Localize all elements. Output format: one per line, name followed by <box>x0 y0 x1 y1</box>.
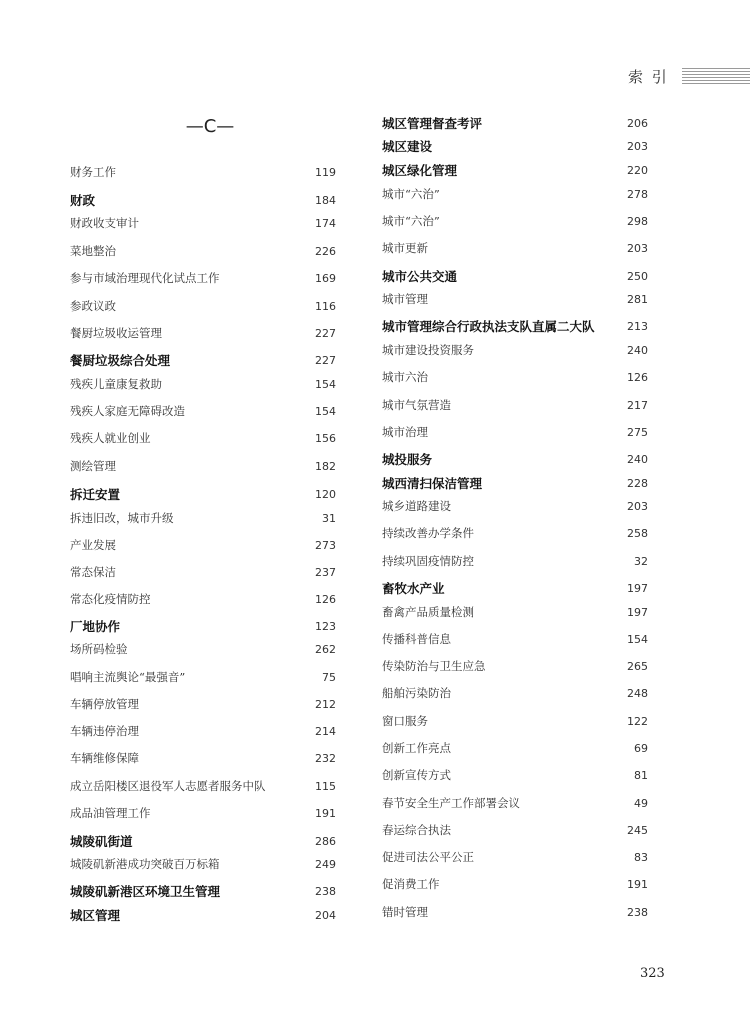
index-entry-term: 城市公共交通 <box>382 269 458 284</box>
index-entry <box>382 793 648 813</box>
index-entry <box>382 847 648 867</box>
index-entry-page: 49 <box>634 796 648 810</box>
index-entry <box>382 874 648 894</box>
index-entry <box>382 367 648 387</box>
index-entry-page: 81 <box>634 768 648 782</box>
index-entry-page: 238 <box>315 884 336 898</box>
index-entry-page: 240 <box>627 343 648 357</box>
index-entry-term: 财政收支审计 <box>70 216 139 230</box>
index-entry-term: 财政 <box>70 193 96 208</box>
index-entry-page: 249 <box>315 857 336 871</box>
index-entry <box>70 562 336 582</box>
index-entry-term: 城市更新 <box>382 241 428 255</box>
index-entry-term: 春运综合执法 <box>382 823 451 837</box>
header-decorative-lines <box>682 68 750 84</box>
index-entry-term: 常态化疫情防控 <box>70 592 151 606</box>
index-entry-page: 115 <box>315 779 336 793</box>
index-entry <box>382 184 648 204</box>
index-entry <box>382 738 648 758</box>
index-entry <box>382 340 648 360</box>
index-entry <box>382 160 648 180</box>
index-entry-term: 城市“六治” <box>382 187 440 201</box>
index-entry <box>382 422 648 442</box>
index-entry-term: 财务工作 <box>70 165 116 179</box>
index-entry-term: 创新工作亮点 <box>382 741 451 755</box>
index-entry <box>382 211 648 231</box>
index-entry-term: 传染防治与卫生应急 <box>382 659 486 673</box>
index-entry-term: 促消费工作 <box>382 877 440 891</box>
index-entry <box>70 535 336 555</box>
index-entry-term: 残疾人就业创业 <box>70 431 151 445</box>
running-header-title: 索 引 <box>628 68 669 86</box>
index-entry <box>382 683 648 703</box>
index-entry-term: 船舶污染防治 <box>382 686 451 700</box>
index-entry-term: 残疾儿童康复救助 <box>70 377 162 391</box>
index-entry-term: 车辆维修保障 <box>70 751 139 765</box>
index-entry-page: 197 <box>627 581 648 595</box>
index-entry-term: 持续改善办学条件 <box>382 526 474 540</box>
index-entry <box>382 602 648 622</box>
index-entry-term: 持续巩固疫情防控 <box>382 554 474 568</box>
index-entry-term: 传播科普信息 <box>382 632 451 646</box>
index-entry-page: 126 <box>627 370 648 384</box>
index-entry-page: 258 <box>627 526 648 540</box>
index-entry <box>382 629 648 649</box>
index-entry-term: 成立岳阳楼区退役军人志愿者服务中队 <box>70 779 266 793</box>
index-entry-page: 32 <box>634 554 648 568</box>
index-entry-page: 126 <box>315 592 336 606</box>
index-entry-page: 250 <box>627 269 648 283</box>
index-entry-page: 120 <box>315 487 336 501</box>
index-entry <box>382 238 648 258</box>
index-entry-term: 场所码检验 <box>70 642 128 656</box>
index-entry-term: 参与市域治理现代化试点工作 <box>70 271 220 285</box>
index-entry-page: 83 <box>634 850 648 864</box>
index-entry-page: 119 <box>315 165 336 179</box>
index-entry <box>70 350 336 370</box>
index-entry-page: 232 <box>315 751 336 765</box>
index-entry-page: 184 <box>315 193 336 207</box>
index-entry-term: 城乡道路建设 <box>382 499 451 513</box>
index-entry-page: 174 <box>315 216 336 230</box>
index-entry-term: 城市六治 <box>382 370 428 384</box>
index-entry-page: 298 <box>627 214 648 228</box>
index-entry <box>70 721 336 741</box>
index-entry-page: 123 <box>315 619 336 633</box>
index-entry <box>70 616 336 636</box>
index-entry-page: 69 <box>634 741 648 755</box>
index-entry-page: 203 <box>627 499 648 513</box>
index-entry <box>382 578 648 598</box>
index-entry-page: 286 <box>315 834 336 848</box>
index-entry-page: 156 <box>315 431 336 445</box>
index-entry <box>70 162 336 182</box>
index-entry-page: 116 <box>315 299 336 313</box>
index-entry-page: 191 <box>315 806 336 820</box>
index-entry-term: 常态保洁 <box>70 565 116 579</box>
index-entry-page: 182 <box>315 459 336 473</box>
index-entry-term: 春节安全生产工作部署会议 <box>382 796 520 810</box>
index-entry-term: 城市管理 <box>382 292 428 306</box>
index-entry <box>70 213 336 233</box>
index-entry-page: 226 <box>315 244 336 258</box>
index-entry <box>70 268 336 288</box>
index-entry-term: 城市管理综合行政执法支队直属二大队 <box>382 319 595 334</box>
index-entry <box>70 428 336 448</box>
index-entry-page: 197 <box>627 605 648 619</box>
index-entry <box>70 241 336 261</box>
index-entry-page: 191 <box>627 877 648 891</box>
index-entry-term: 城区绿化管理 <box>382 163 458 178</box>
index-entry-term: 成品油管理工作 <box>70 806 151 820</box>
index-entry <box>382 656 648 676</box>
index-entry <box>382 449 648 469</box>
index-entry <box>70 881 336 901</box>
index-entry-page: 273 <box>315 538 336 552</box>
index-entry-term: 城西清扫保洁管理 <box>382 476 483 491</box>
index-entry <box>70 296 336 316</box>
index-entry <box>382 113 648 133</box>
index-entry-page: 122 <box>627 714 648 728</box>
index-entry-page: 154 <box>315 404 336 418</box>
index-entry-page: 237 <box>315 565 336 579</box>
index-entry-term: 城陵矶新港区环境卫生管理 <box>70 884 221 899</box>
page-number: 323 <box>640 966 665 981</box>
index-entry-page: 212 <box>315 697 336 711</box>
index-entry-page: 228 <box>627 476 648 490</box>
index-entry <box>70 667 336 687</box>
index-entry-page: 245 <box>627 823 648 837</box>
index-entry-term: 城市建设投资服务 <box>382 343 474 357</box>
index-entry-page: 227 <box>315 326 336 340</box>
index-entry-term: 菜地整治 <box>70 244 116 258</box>
index-entry-page: 262 <box>315 642 336 656</box>
index-entry <box>382 711 648 731</box>
index-entry-page: 154 <box>627 632 648 646</box>
index-entry-page: 217 <box>627 398 648 412</box>
section-letter-heading: —C— <box>185 116 235 137</box>
index-entry-page: 206 <box>627 116 648 130</box>
index-entry-page: 154 <box>315 377 336 391</box>
index-entry-term: 城陵矶新港成功突破百万标箱 <box>70 857 220 871</box>
index-entry-page: 203 <box>627 241 648 255</box>
index-entry-page: 213 <box>627 319 648 333</box>
index-entry-term: 窗口服务 <box>382 714 428 728</box>
index-entry <box>70 374 336 394</box>
index-entry-term: 错时管理 <box>382 905 428 919</box>
index-entry <box>70 694 336 714</box>
index-entry <box>382 496 648 516</box>
index-entry <box>70 748 336 768</box>
index-entry-term: 厂地协作 <box>70 619 121 634</box>
index-entry <box>70 323 336 343</box>
index-entry-page: 278 <box>627 187 648 201</box>
index-entry-term: 残疾人家庭无障碍改造 <box>70 404 185 418</box>
index-entry-term: 餐厨垃圾收运管理 <box>70 326 162 340</box>
index-entry-term: 城市“六治” <box>382 214 440 228</box>
index-entry-term: 拆迁安置 <box>70 487 121 502</box>
index-entry-page: 281 <box>627 292 648 306</box>
index-entry <box>70 639 336 659</box>
index-entry-term: 参政议政 <box>70 299 116 313</box>
index-entry <box>382 765 648 785</box>
index-entry <box>382 289 648 309</box>
index-entry <box>382 136 648 156</box>
index-entry-term: 餐厨垃圾综合处理 <box>70 353 171 368</box>
index-entry-term: 促进司法公平公正 <box>382 850 474 864</box>
index-entry <box>70 589 336 609</box>
index-entry-term: 城市气氛营造 <box>382 398 451 412</box>
index-entry-page: 203 <box>627 139 648 153</box>
index-entry-page: 169 <box>315 271 336 285</box>
index-entry-term: 畜牧水产业 <box>382 581 445 596</box>
index-entry-page: 275 <box>627 425 648 439</box>
index-entry-term: 测绘管理 <box>70 459 116 473</box>
index-entry <box>382 395 648 415</box>
index-entry-page: 248 <box>627 686 648 700</box>
index-entry-term: 城区管理督查考评 <box>382 116 483 131</box>
index-entry-term: 畜禽产品质量检测 <box>382 605 474 619</box>
index-entry <box>382 551 648 571</box>
index-entry-page: 204 <box>315 908 336 922</box>
index-entry-term: 唱响主流舆论“最强音” <box>70 670 186 684</box>
index-entry <box>70 190 336 210</box>
index-entry <box>382 902 648 922</box>
index-entry-term: 车辆违停治理 <box>70 724 139 738</box>
index-entry-page: 220 <box>627 163 648 177</box>
index-entry-term: 城陵矶街道 <box>70 834 133 849</box>
index-entry-page: 240 <box>627 452 648 466</box>
index-entry-page: 227 <box>315 353 336 367</box>
index-entry <box>70 905 336 925</box>
index-entry <box>382 316 648 336</box>
index-entry <box>70 776 336 796</box>
index-entry <box>70 401 336 421</box>
index-entry-term: 产业发展 <box>70 538 116 552</box>
index-entry-term: 城区建设 <box>382 139 433 154</box>
index-entry-page: 238 <box>627 905 648 919</box>
index-entry-term: 拆违旧改，城市升级 <box>70 511 174 525</box>
index-entry-page: 31 <box>322 511 336 525</box>
index-entry <box>70 803 336 823</box>
index-entry-term: 车辆停放管理 <box>70 697 139 711</box>
index-entry <box>70 456 336 476</box>
index-entry <box>382 473 648 493</box>
index-entry-page: 75 <box>322 670 336 684</box>
index-entry <box>70 508 336 528</box>
index-entry-term: 创新宣传方式 <box>382 768 451 782</box>
index-entry-page: 265 <box>627 659 648 673</box>
index-entry <box>382 523 648 543</box>
index-entry <box>382 820 648 840</box>
index-entry <box>382 266 648 286</box>
index-entry <box>70 854 336 874</box>
index-entry-term: 城市治理 <box>382 425 428 439</box>
index-entry-page: 214 <box>315 724 336 738</box>
index-entry-term: 城区管理 <box>70 908 121 923</box>
index-entry-term: 城投服务 <box>382 452 433 467</box>
index-entry <box>70 484 336 504</box>
index-entry <box>70 831 336 851</box>
